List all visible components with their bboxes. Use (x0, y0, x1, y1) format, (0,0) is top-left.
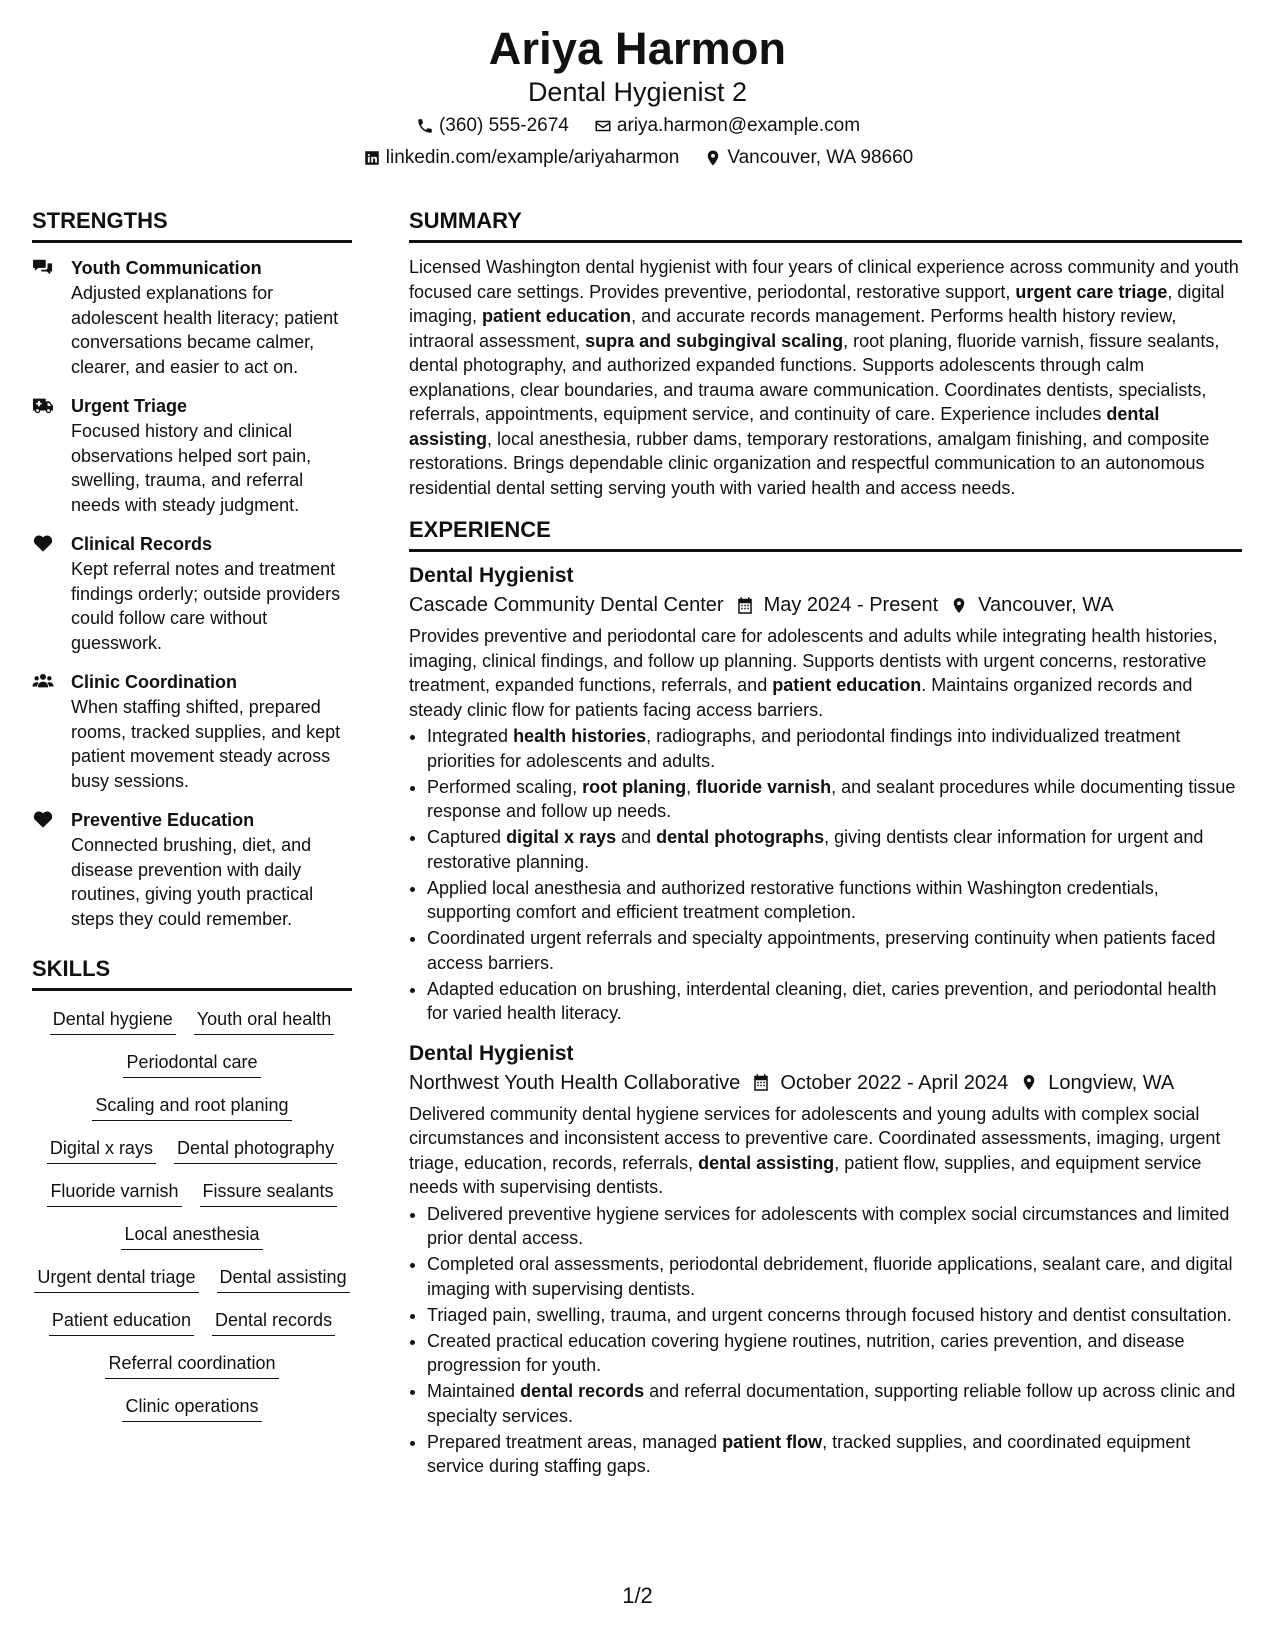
strength-item (32, 531, 352, 655)
left-column (32, 207, 352, 1422)
text-segment: Delivered preventive hygiene services for adolescents with complex social circumstances and limited prior dental access. (427, 1203, 1230, 1248)
text-segment: Delivered community dental hygiene services for adolescents and young adults with complex social circumstances and inconsistent access to preventive care. Coordinated assessments, imaging, urgent triage, education, records, referrals, (409, 1103, 1221, 1173)
job-title: Dental Hygienist (409, 1041, 574, 1065)
bullet-item (427, 977, 1242, 1026)
text-segment: and referral documentation, supporting reliable follow up across clinic and specialty services. (427, 1381, 1236, 1426)
bold-keyword: dental records (520, 1381, 645, 1401)
skill-tag: Dental photography (174, 1136, 337, 1164)
skill-tag: Patient education (49, 1308, 194, 1336)
company-name: Northwest Youth Health Collaborative (409, 1071, 741, 1094)
bold-keyword: digital x rays (506, 827, 617, 847)
contact-line-1 (0, 114, 1275, 138)
text-segment: Captured (427, 827, 507, 847)
candidate-name: Ariya Harmon (488, 23, 787, 74)
experience-heading: EXPERIENCE (409, 516, 1242, 552)
right-column (409, 207, 1242, 1493)
text-segment: , giving dentists clear information for urgent and restorative planning. (427, 827, 1204, 872)
skill-tag: Urgent dental triage (34, 1265, 198, 1293)
linkedin-contact[interactable] (362, 146, 680, 170)
heart-icon (32, 531, 71, 655)
bold-keyword: dental photographs (656, 827, 825, 847)
bold-keyword: patient education (482, 306, 632, 326)
skills-heading: SKILLS (32, 955, 352, 991)
job-meta (409, 1068, 1242, 1098)
strength-description: Adjusted explanations for adolescent health literacy; patient conversations became calmer, clearer, and easier to act on. (71, 283, 339, 377)
text-segment: Created practical education covering hygiene routines, nutrition, caries prevention, and disease progression for youth. (427, 1330, 1185, 1375)
heart-icon (32, 807, 71, 931)
job-location: Longview, WA (1048, 1071, 1175, 1094)
email-text: ariya.harmon@example.com (616, 115, 861, 136)
job-entry (409, 1040, 1242, 1479)
strength-description: Kept referral notes and treatment findings orderly; outside providers could follow care without guesswork. (71, 559, 341, 653)
text-segment: Maintained (427, 1381, 521, 1401)
text-segment: Triaged pain, swelling, trauma, and urgent concerns through focused history and dentist consultation. (427, 1304, 1232, 1325)
phone-text: (360) 555-2674 (438, 115, 569, 136)
strength-title: Clinic Coordination (71, 672, 237, 692)
bold-keyword: urgent care triage (1015, 281, 1168, 302)
summary-text (409, 255, 1242, 500)
bullet-item (427, 1430, 1242, 1479)
page-number: 1/2 (622, 1583, 653, 1608)
bold-keyword: patient education (772, 675, 922, 695)
skill-tag: Dental assisting (217, 1265, 350, 1293)
bold-keyword: dental assisting (698, 1152, 835, 1173)
bullet-item (427, 1202, 1242, 1251)
strength-title: Clinical Records (71, 534, 213, 554)
strength-item (32, 255, 352, 379)
candidate-title: Dental Hygienist 2 (527, 77, 748, 107)
text-segment: , root planing, fluoride varnish, fissure sealants, dental photography, and authorized expanded functions. Supports adolescents through calm explanations, clear boundaries, and trauma aware communication. Coordinates dentists, specialists, referrals, appointments, equipment service, and continuity of care. Experience includes (409, 330, 1220, 424)
strengths-list (32, 255, 352, 931)
bullet-item (427, 926, 1242, 975)
strength-title: Youth Communication (71, 258, 262, 278)
text-segment: , digital imaging, (409, 281, 1225, 326)
text-segment: , and accurate records management. Performs health history review, intraoral assessment, (409, 306, 1177, 351)
text-segment: , local anesthesia, rubber dams, temporary restorations, amalgam finishing, and composite restorations. Brings dependable clinic organization and respectful communication to an autonomous residential dental setting serving youth with varied health and access needs. (409, 428, 1210, 498)
bullet-item (427, 1252, 1242, 1301)
map-pin-icon (948, 596, 970, 615)
job-title: Dental Hygienist (409, 564, 574, 587)
skill-tag: Fluoride varnish (47, 1179, 181, 1207)
bullet-item (427, 724, 1242, 773)
strength-description: Connected brushing, diet, and disease prevention with daily routines, giving youth practical steps they could remember. (71, 835, 314, 929)
job-meta (409, 590, 1242, 620)
skill-tag: Referral coordination (105, 1351, 278, 1379)
skill-tag: Youth oral health (194, 1007, 334, 1035)
job-dates: October 2022 - April 2024 (780, 1071, 1009, 1094)
calendar-icon (734, 596, 756, 615)
text-segment: Prepared treatment areas, managed (427, 1431, 723, 1452)
strength-item (32, 393, 352, 517)
bold-keyword: fluoride varnish (696, 776, 832, 797)
strength-title: Preventive Education (71, 810, 255, 830)
skills-list (32, 1007, 352, 1422)
comments-icon (32, 255, 71, 379)
strength-title: Urgent Triage (71, 396, 188, 416)
location-text: Vancouver, WA 98660 (727, 147, 914, 168)
text-segment: . Maintains organized records and steady clinic flow for patients facing access barriers. (409, 675, 1193, 720)
text-segment: , radiographs, and periodontal findings into individualized treatment priorities for adolescents and adults. (427, 726, 1181, 771)
job-bullets (409, 724, 1242, 1026)
text-segment: Applied local anesthesia and authorized restorative functions within Washington credentials, supporting comfort and efficient treatment completion. (427, 877, 1159, 922)
strength-item (32, 807, 352, 931)
bold-keyword: root planing (582, 776, 687, 797)
strength-description: Focused history and clinical observations helped sort pain, swelling, trauma, and referral needs with steady judgment. (71, 421, 312, 515)
text-segment: and (616, 827, 657, 847)
strengths-heading: STRENGTHS (32, 207, 352, 243)
phone-icon (415, 116, 435, 136)
skill-tag: Clinic operations (122, 1394, 261, 1422)
map-pin-icon (1018, 1073, 1040, 1092)
text-segment: , patient flow, supplies, and equipment service needs with supervising dentists. (409, 1152, 1202, 1197)
text-segment: Coordinated urgent referrals and specialty appointments, preserving continuity when patients faced access barriers. (427, 928, 1216, 973)
bullet-item (427, 876, 1242, 925)
text-segment: , tracked supplies, and coordinated equipment service during staffing gaps. (427, 1431, 1191, 1476)
experience-list (409, 562, 1242, 1479)
linkedin-icon (362, 148, 382, 168)
job-location: Vancouver, WA (978, 594, 1114, 616)
strength-description: When staffing shifted, prepared rooms, tracked supplies, and kept patient movement steady across busy sessions. (71, 697, 341, 791)
linkedin-text: linkedin.com/example/ariyaharmon (385, 147, 680, 168)
bold-keyword: supra and subgingival scaling (585, 330, 844, 351)
strength-body (71, 393, 352, 517)
text-segment: , (686, 776, 697, 797)
skill-tag: Fissure sealants (200, 1179, 337, 1207)
envelope-icon (593, 116, 613, 136)
users-icon (32, 669, 71, 793)
text-segment: Integrated (427, 726, 514, 746)
skill-tag: Dental records (212, 1308, 335, 1336)
skill-tag: Dental hygiene (50, 1007, 176, 1035)
strength-item (32, 669, 352, 793)
contact-line-2 (0, 146, 1275, 170)
skill-tag: Scaling and root planing (92, 1093, 291, 1121)
text-segment: Provides preventive and periodontal care for adolescents and adults while integrating health histories, imaging, clinical findings, and follow up planning. Supports dentists with urgent concerns, restorative treatment, expanded functions, referrals, and (409, 626, 1218, 695)
calendar-icon (750, 1073, 772, 1092)
job-dates: May 2024 - Present (763, 594, 939, 616)
strength-body (71, 531, 352, 655)
job-entry (409, 562, 1242, 1026)
job-bullets (409, 1202, 1242, 1479)
bold-keyword: health histories (513, 726, 647, 746)
skill-tag: Local anesthesia (121, 1222, 262, 1250)
strength-body (71, 669, 352, 793)
bullet-item (427, 1329, 1242, 1378)
strength-body (71, 807, 352, 931)
skill-tag: Digital x rays (47, 1136, 156, 1164)
resume-header (0, 22, 1275, 170)
map-pin-icon (703, 148, 723, 168)
summary-heading: SUMMARY (409, 207, 1242, 243)
location-contact (703, 146, 913, 170)
strength-body (71, 255, 352, 379)
job-description (409, 1102, 1242, 1200)
bullet-item (427, 1303, 1242, 1328)
bold-keyword: dental assisting (409, 404, 1160, 449)
text-segment: Adapted education on brushing, interdental cleaning, diet, caries prevention, and periodontal health for varied health literacy. (427, 978, 1217, 1023)
text-segment: Performed scaling, (427, 776, 583, 797)
bold-keyword: patient flow (722, 1431, 823, 1452)
email-contact[interactable] (593, 114, 860, 138)
bullet-item (427, 825, 1242, 874)
text-segment: Licensed Washington dental hygienist with four years of clinical experience across community and youth focused care settings. Provides preventive, periodontal, restorative support, (409, 257, 1239, 302)
job-description (409, 624, 1242, 722)
bullet-item (427, 1379, 1242, 1428)
company-name: Cascade Community Dental Center (409, 594, 724, 616)
text-segment: Completed oral assessments, periodontal debridement, fluoride applications, sealant care, and digital imaging with supervising dentists. (427, 1254, 1233, 1299)
ambulance-icon (32, 393, 71, 517)
text-segment: , and sealant procedures while documenting tissue response and follow up needs. (427, 776, 1236, 821)
skill-tag: Periodontal care (123, 1050, 260, 1078)
phone-contact (415, 114, 569, 138)
bullet-item (427, 775, 1242, 824)
